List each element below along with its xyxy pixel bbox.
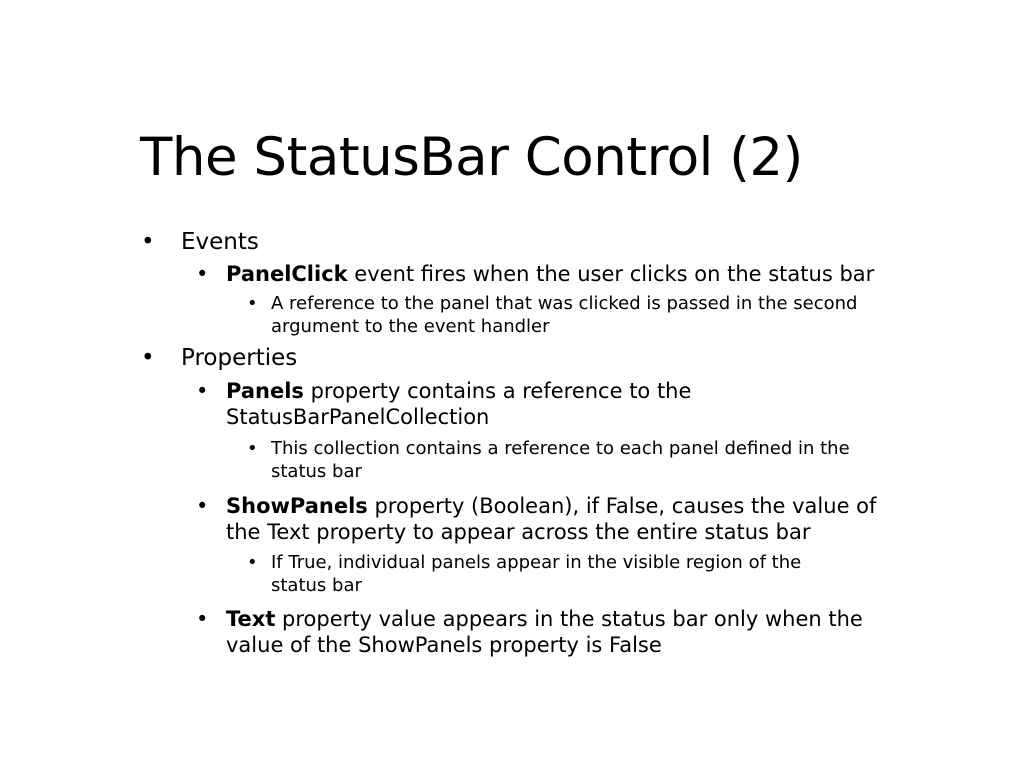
bullet-text-property	[196, 606, 863, 658]
bullet-text-line2: value of the ShowPanels property is False	[226, 633, 662, 657]
bullet-dot: •	[247, 438, 258, 459]
bullet-text: Events	[181, 229, 259, 255]
bullet-text: Properties	[181, 345, 298, 371]
bullet-keyword: PanelClick	[226, 262, 348, 286]
bullet-text-line2: status bar	[271, 575, 362, 596]
bullet-events	[141, 229, 259, 255]
bullet-dot: •	[196, 262, 209, 286]
bullet-keyword: Text	[226, 607, 276, 631]
bullet-text-line1: This collection contains a reference to each panel defined in the	[271, 438, 850, 459]
bullet-dot: •	[141, 229, 155, 255]
bullet-line1	[226, 493, 876, 519]
bullet-keyword: Panels	[226, 379, 304, 403]
bullet-text-line1: property value appears in the status bar only when the	[275, 607, 863, 631]
bullet-dot: •	[247, 552, 258, 573]
bullet-text-line2: the Text property to appear across the entire status bar	[226, 520, 811, 544]
bullet-showpanels	[196, 493, 877, 545]
bullet-dot: •	[247, 293, 258, 314]
bullet-text-line2: status bar	[271, 461, 362, 482]
bullet-line1	[226, 606, 863, 632]
bullet-panel-reference	[247, 292, 858, 338]
bullet-text-line1: If True, individual panels appear in the visible region of the	[271, 552, 802, 573]
bullet-text-line1: A reference to the panel that was clicked is passed in the second	[271, 293, 858, 314]
bullet-collection-contains	[247, 437, 850, 483]
bullet-dot: •	[141, 345, 155, 371]
bullet-text-line1: property contains a reference to the	[303, 379, 692, 403]
bullet-text-line1: property (Boolean), if False, causes the value of	[367, 494, 877, 518]
slide-title: The StatusBar Control (2)	[140, 127, 803, 188]
bullet-dot: •	[196, 379, 209, 403]
bullet-panels	[196, 378, 692, 430]
bullet-text-line2: argument to the event handler	[271, 316, 550, 337]
bullet-keyword: ShowPanels	[226, 494, 368, 518]
bullet-text: event fires when the user clicks on the status bar	[347, 262, 875, 286]
bullet-panelclick	[196, 261, 875, 287]
bullet-line1	[226, 378, 691, 404]
bullet-if-true	[247, 551, 802, 597]
bullet-dot: •	[196, 494, 209, 518]
bullet-dot: •	[196, 607, 209, 631]
bullet-text-line2: StatusBarPanelCollection	[226, 405, 490, 429]
bullet-properties	[141, 345, 298, 371]
